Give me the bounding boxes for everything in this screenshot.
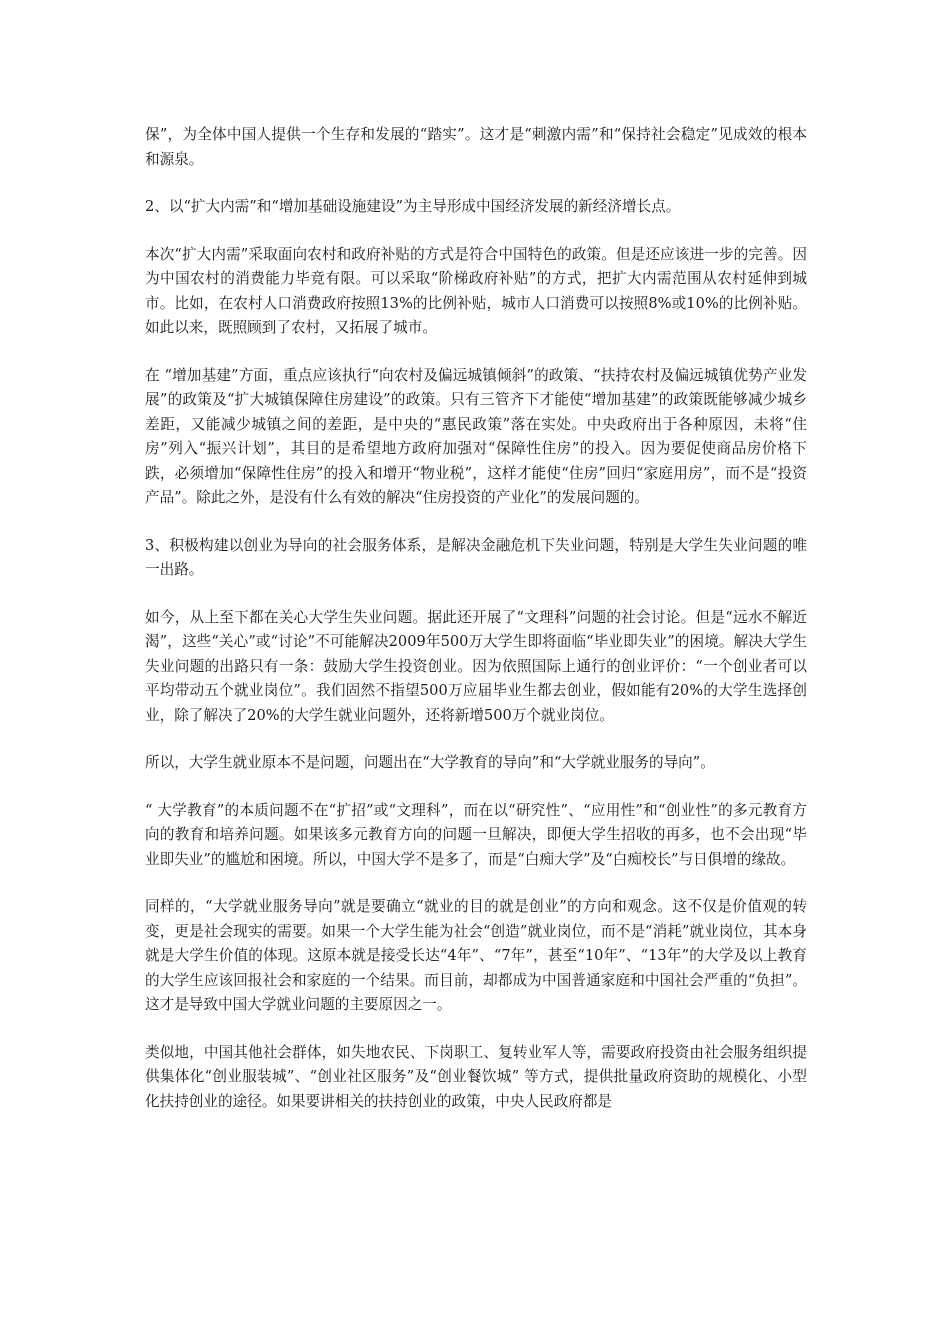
paragraph-9: 同样的，“大学就业服务导向”就是要确立“就业的目的就是创业”的方向和观念。这不仅是价值观的转变，更是社会现实的需要。如果一个大学生能为社会“创造”就业岗位，而不是“消耗”就业岗位，其本身就是大学生价值的体现。这原本就是接受长达“4年”、“7年”，甚至“10年”、“13年”的大学及以上教育的大学生应该回报社会和家庭的一个结果。而目前，却都成为中国普通家庭和中国社会严重的“负担”。这才是导致中国大学就业问题的主要原因之一。: [145, 898, 807, 1013]
paragraph-10: 类似地，中国其他社会群体，如失地农民、下岗职工、复转业军人等，需要政府投资由社会服务组织提供集体化“创业服装城”、“创业社区服务”及“创业餐饮城” 等方式，提供批量政府资助的规模化、小型化扶持创业的途径。如果要讲相关的扶持创业的政策，中央人民政府都是: [145, 1043, 807, 1110]
paragraph-8: “ 大学教育”的本质问题不在“扩招”或“文理科”，而在以“研究性”、“应用性”和“创业性”的多元教育方向的教育和培养问题。如果该多元教育方向的问题一旦解决，即便大学生招收的再多，也不会出现“毕业即失业”的尴尬和困境。所以，中国大学不是多了，而是“白痴大学”及“白痴校长”与日俱增的缘故。: [145, 801, 807, 868]
paragraph-7: 所以，大学生就业原本不是问题，问题出在“大学教育的导向”和“大学就业服务的导向”。: [145, 754, 715, 771]
paragraph-4: 在 “增加基建”方面，重点应该执行“向农村及偏远城镇倾斜”的政策、“扶持农村及偏远城镇优势产业发展”的政策及“扩大城镇保障住房建设”的政策。只有三管齐下才能使“增加基建”的政策既能够减少城乡差距，又能减少城镇之间的差距，是中央的“惠民政策”落在实处。中央政府出于各种原因，未将“住房”列入“振兴计划”，其目的是希望地方政府加强对“保障性住房”的投入。因为要促使商品房价格下跌，必须增加“保障性住房”的投入和增开“物业税”，这样才能使“住房”回归“家庭用房”，而不是“投资产品”。除此之外，是没有什么有效的解决“住房投资的产业化”的发展问题的。: [145, 366, 807, 506]
heading-point-2: 2、以“扩大内需”和“增加基础设施建设”为主导形成中国经济发展的新经济增长点。: [145, 198, 681, 215]
heading-point-3: 3、积极构建以创业为导向的社会服务体系，是解决金融危机下失业问题，特别是大学生失业问题的唯一出路。: [145, 536, 807, 578]
paragraph-3: 本次“扩大内需”采取面向农村和政府补贴的方式是符合中国特色的政策。但是还应该进一步的完善。因为中国农村的消费能力毕竟有限。可以采取“阶梯政府补贴”的方式，把扩大内需范围从农村延伸到城市。比如，在农村人口消费政府按照13%的比例补贴，城市人口消费可以按照8%或10%的比例补贴。如此以来，既照顾到了农村，又拓展了城市。: [145, 245, 807, 336]
paragraph-6: 如今，从上至下都在关心大学生失业问题。据此还开展了“文理科”问题的社会讨论。但是“远水不解近渴”，这些“关心”或“讨论”不可能解决2009年500万大学生即将面临“毕业即失业”的困境。解决大学生失业问题的出路只有一条：鼓励大学生投资创业。因为依照国际上通行的创业评价：“一个创业者可以平均带动五个就业岗位”。我们固然不指望500万应届毕业生都去创业，假如能有20%的大学生选择创业，除了解决了20%的大学生就业问题外，还将新增500万个就业岗位。: [145, 608, 807, 724]
paragraph-1: 保”，为全体中国人提供一个生存和发展的“踏实”。这才是“刺激内需”和“保持社会稳定”见成效的根本和源泉。: [145, 126, 807, 168]
document-body: [145, 123, 807, 1137]
